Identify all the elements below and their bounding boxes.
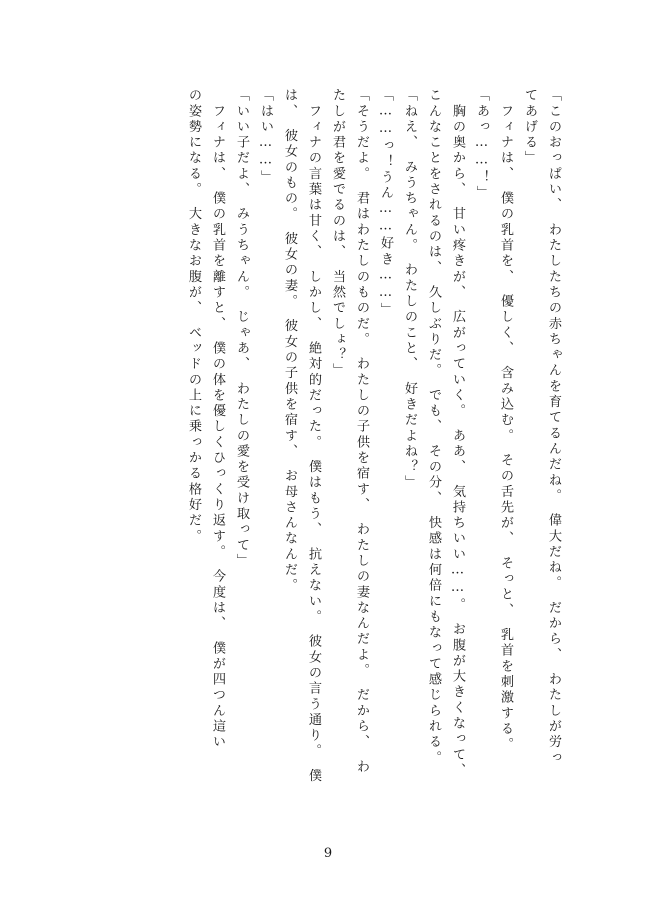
text-line: てあげる」: [522, 88, 537, 167]
text-line: 「……っ！うん……好き……」: [378, 88, 393, 318]
text-line: は、 彼女のもの。 彼女の妻。 彼女の子供を宿す、 お母さんなんだ。: [282, 88, 297, 594]
text-line: 「いい子だよ、 みうちゃん。 じゃあ、 わたしの愛を受け取って」: [234, 88, 249, 569]
vertical-text-body: [96, 88, 560, 818]
text-line: 「そうだよ。 君はわたしのものだ。 わたしの子供を宿す、 わたしの妻なんだよ。 だから、 わ: [354, 88, 369, 775]
text-line: 「あっ……！」: [474, 88, 489, 202]
text-line: たしが君を愛でるのは、 当然でしょ？」: [330, 88, 345, 379]
text-line: 胸の奥から、 甘い疼きが、 広がっていく。 ああ、 気持ちいい……。 お腹が大きくなって、: [450, 88, 465, 779]
text-line: 「ねえ、 みうちゃん。 わたしのこと、 好きだよね？」: [402, 88, 417, 491]
text-line: 「はい……」: [258, 88, 273, 186]
text-line: の姿勢になる。 大きなお腹が、 ベッドの上に乗っかる格好だ。: [186, 88, 201, 545]
text-line: フィナは、 僕の乳首を離すと、 僕の体を優しくひっくり返す。 今度は、 僕が四つん這い: [210, 88, 225, 751]
text-line: こんなことをされるのは、 久しぶりだ。 でも、 その分、 快感は何倍にもなって感じられる。: [426, 88, 441, 766]
text-line: フィナは、 僕の乳首を、 優しく、 含み込む。 その舌先が、 そっと、 乳首を刺激する。: [498, 88, 513, 753]
text-line: フィナの言葉は甘く、 しかし、 絶対的だった。 僕はもう、 抗えない。 彼女の言う通り。 僕: [306, 88, 321, 784]
page-number: 9: [323, 846, 333, 861]
text-line: 「このおっぱい、 わたしたちの赤ちゃんを育てるんだね。 偉大だね。 だから、 わたしが労っ: [546, 88, 561, 766]
